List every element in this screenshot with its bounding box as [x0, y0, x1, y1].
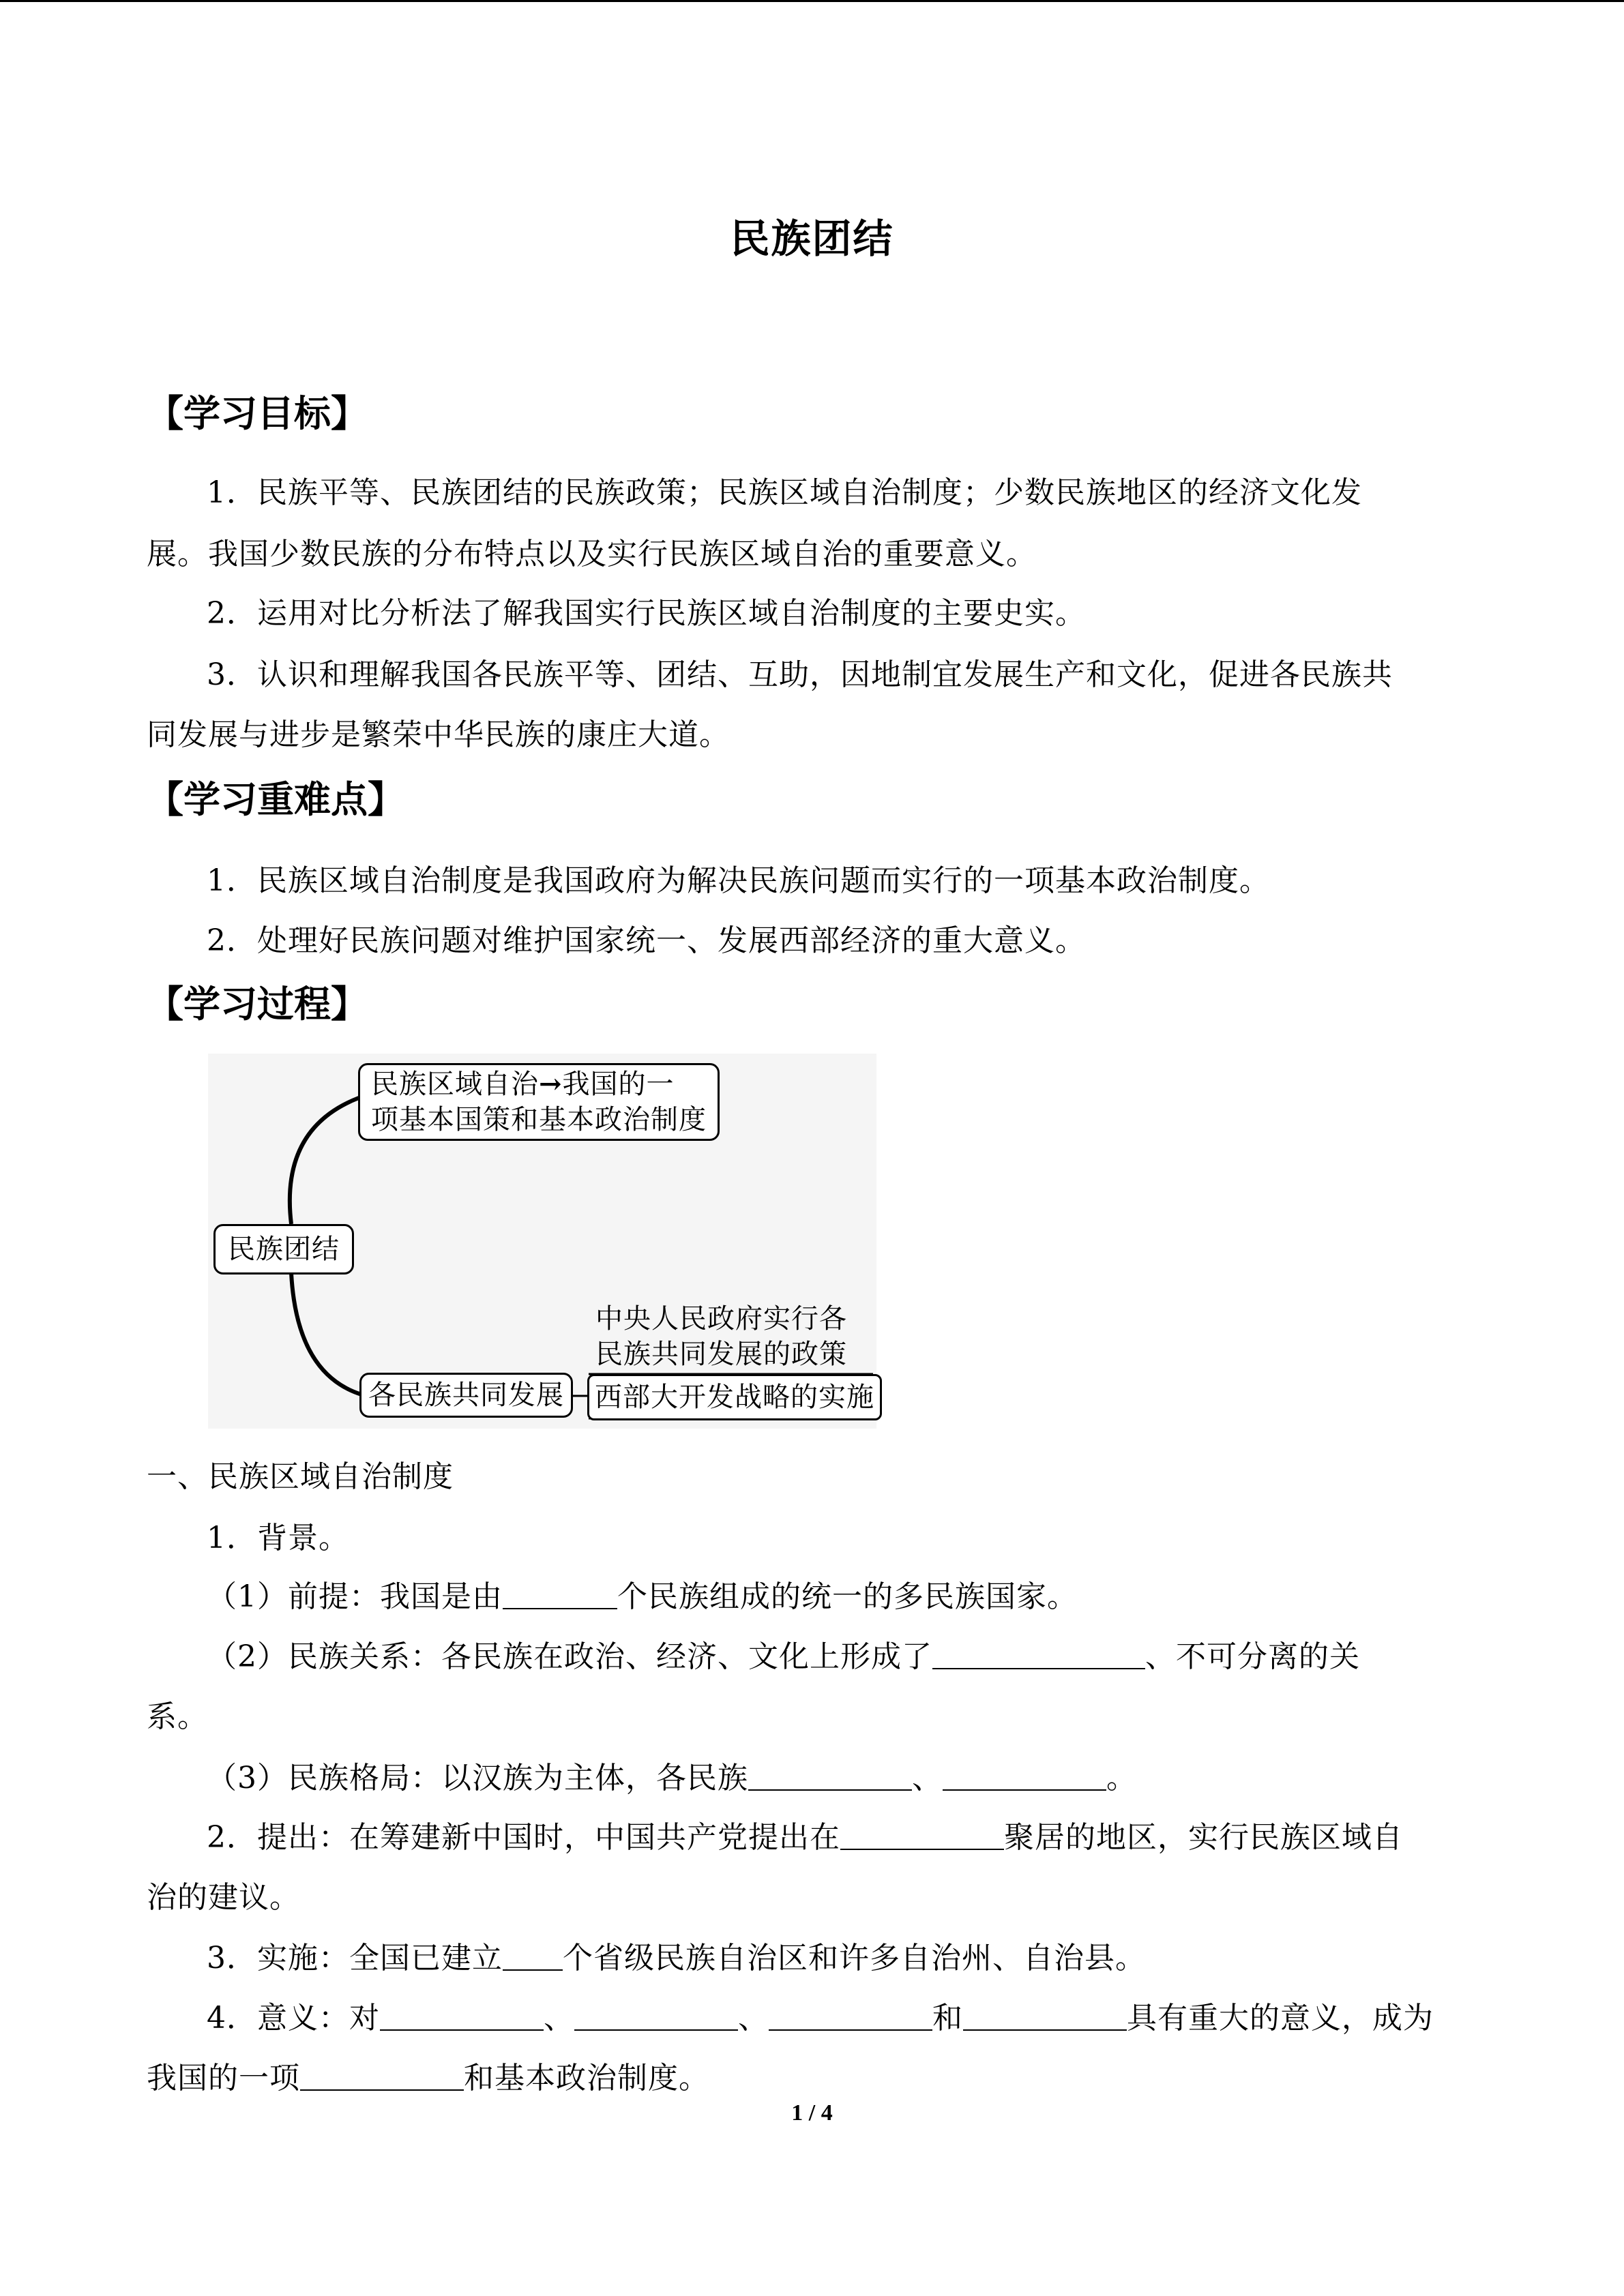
- page-number: 1 / 4: [791, 2100, 833, 2126]
- key-points-heading: 【学习重难点】: [147, 778, 404, 821]
- item3-text-b: 个省级民族自治区和许多自治州、自治县。: [563, 1941, 1146, 1976]
- answer-blank-10[interactable]: [963, 1999, 1127, 2031]
- objective-3-line2: 同发展与进步是繁荣中华民族的康庄大道。: [147, 717, 730, 752]
- objectives-heading: 【学习目标】: [147, 392, 368, 435]
- q1-text-a: （1）前提：我国是由: [207, 1579, 503, 1614]
- process-heading: 【学习过程】: [147, 983, 368, 1026]
- item4-text-c: 、: [738, 2001, 769, 2036]
- question-1: [207, 1577, 1078, 1617]
- question-2: [207, 1637, 1360, 1678]
- objective-3-line1: 3．认识和理解我国各民族平等、团结、互助，因地制宜发展生产和文化，促进各民族共: [207, 657, 1393, 692]
- objective-1-line2: 展。我国少数民族的分布特点以及实行民族区域自治的重要意义。: [147, 537, 1037, 571]
- mind-map-bottom-box: 各民族共同发展: [359, 1373, 573, 1418]
- item-4: [207, 1998, 1434, 2039]
- question-3: [207, 1758, 1137, 1799]
- item-1: 1．背景。: [207, 1521, 349, 1555]
- answer-blank-11[interactable]: [300, 2059, 464, 2091]
- item4-text-f: 我国的一项: [147, 2061, 300, 2096]
- item-2: [207, 1817, 1403, 1858]
- objective-1-line1: 1．民族平等、民族团结的民族政策；民族区域自治制度；少数民族地区的经济文化发: [207, 475, 1362, 510]
- q3-text-c: 。: [1106, 1761, 1137, 1795]
- answer-blank-3[interactable]: [748, 1759, 912, 1791]
- q3-text-b: 、: [912, 1761, 943, 1795]
- item4-text-a: 4．意义：对: [207, 2001, 380, 2036]
- answer-blank-6[interactable]: [503, 1939, 563, 1971]
- mind-map-sub1-line2: 民族共同发展的政策: [595, 1339, 847, 1370]
- answer-blank-8[interactable]: [574, 1999, 738, 2031]
- item4-text-b: 、: [544, 2001, 574, 2036]
- answer-blank-1[interactable]: [503, 1578, 617, 1609]
- q3-text-a: （3）民族格局：以汉族为主体，各民族: [207, 1761, 748, 1795]
- item2-text-a: 2．提出：在筹建新中国时，中国共产党提出在: [207, 1820, 840, 1855]
- answer-blank-4[interactable]: [943, 1759, 1106, 1791]
- q2-text-b: 、不可分离的关: [1145, 1639, 1360, 1674]
- mind-map: [208, 1054, 876, 1429]
- q1-text-b: 个民族组成的统一的多民族国家。: [617, 1579, 1078, 1614]
- mind-map-center-box: 民族团结: [213, 1224, 354, 1274]
- mind-map-sub2-box: 西部大开发战略的实施: [587, 1374, 882, 1420]
- objective-2: 2．运用对比分析法了解我国实行民族区域自治制度的主要史实。: [207, 596, 1086, 631]
- answer-blank-2[interactable]: [932, 1638, 1145, 1669]
- item-3: [207, 1938, 1146, 1979]
- answer-blank-9[interactable]: [769, 1999, 932, 2031]
- key-point-1: 1．民族区域自治制度是我国政府为解决民族问题而实行的一项基本政治制度。: [207, 863, 1270, 898]
- key-point-2: 2．处理好民族问题对维护国家统一、发展西部经济的重大意义。: [207, 923, 1086, 958]
- arrow-right-icon: →: [539, 1068, 563, 1100]
- question-2-cont: 系。: [147, 1699, 208, 1734]
- section-title: 一、民族区域自治制度: [147, 1459, 454, 1494]
- item4-text-d: 和: [932, 2001, 963, 2036]
- item-4-cont: [147, 2058, 709, 2099]
- answer-blank-5[interactable]: [840, 1819, 1004, 1850]
- item3-text-a: 3．实施：全国已建立: [207, 1941, 503, 1976]
- top-box-text-b: 我国的一: [562, 1069, 675, 1100]
- top-box-text-c: 项基本国策和基本政治制度: [371, 1104, 707, 1135]
- item4-text-g: 和基本政治制度。: [464, 2061, 709, 2096]
- item2-text-b: 聚居的地区，实行民族区域自: [1004, 1820, 1403, 1855]
- page-title: 民族团结: [730, 215, 894, 262]
- mind-map-sub1-line1: 中央人民政府实行各: [595, 1303, 847, 1335]
- q2-text-a: （2）民族关系：各民族在政治、经济、文化上形成了: [207, 1639, 932, 1674]
- top-border-line: [0, 0, 1624, 2]
- mind-map-top-box: [358, 1063, 720, 1141]
- answer-blank-7[interactable]: [380, 1999, 544, 2031]
- item4-text-e: 具有重大的意义，成为: [1127, 2001, 1434, 2036]
- item-2-cont: 治的建议。: [147, 1880, 300, 1915]
- top-box-text-a: 民族区域自治: [371, 1069, 539, 1100]
